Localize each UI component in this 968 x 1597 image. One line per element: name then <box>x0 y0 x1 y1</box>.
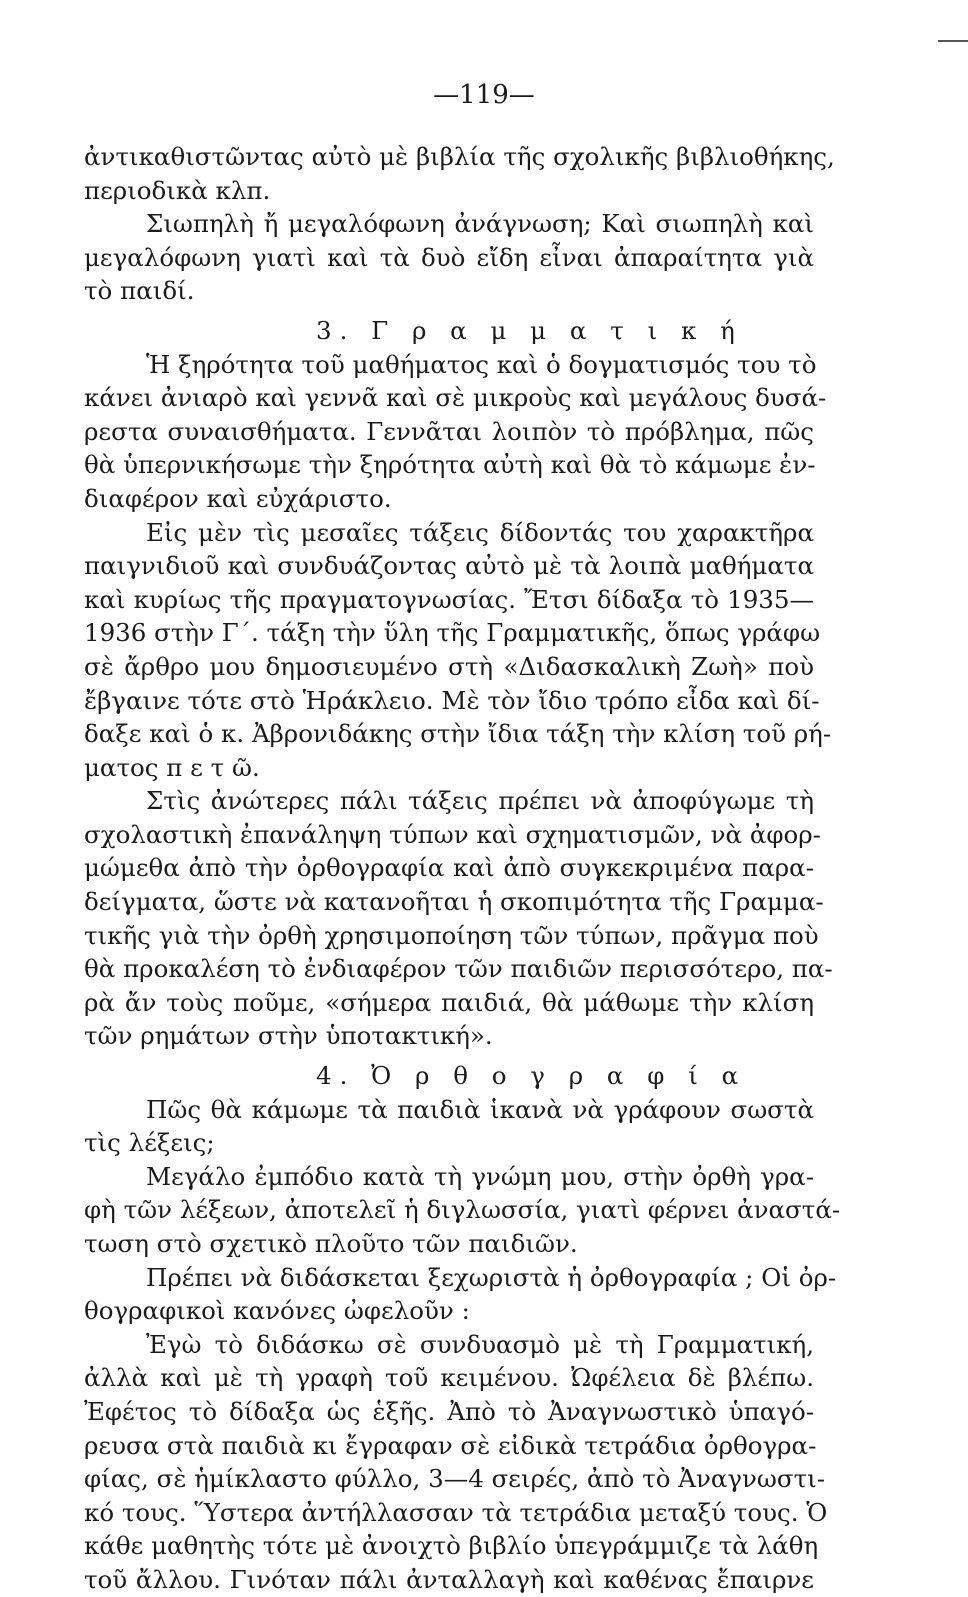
text-line: φίας, σὲ ἡμίκλαστο φύλλο, 3—4 σειρές, ἀπὸ τὸ Ἀναγνωστι- <box>84 1464 826 1494</box>
text-line: Μεγάλο ἐμπόδιο κατὰ τὴ γνώμη μου, στὴν ὀρθὴ γρα- <box>146 1161 814 1191</box>
text-line: θὰ προκαλέση τὸ ἐνδιαφέρον τῶν παιδιῶν περισσότερο, πα- <box>84 954 833 984</box>
text-line: θὰ ὑπερνικήσωμε τὴν ξηρότητα αὐτὴ καὶ θὰ τὸ κάμωμε ἐν- <box>84 450 816 480</box>
text-line: 1936 στὴν Γ΄. τάξη τὴν ὕλη τῆς Γραμματικῆς, ὅπως γράφω <box>84 618 821 648</box>
text-line: δαξε καὶ ὁ κ. Ἀβρονιδάκης στὴν ἴδια τάξη τὴν κλίση τοῦ ρή- <box>84 719 832 749</box>
text-line: μώμεθα ἀπὸ τὴν ὀρθογραφία καὶ ἀπὸ συγκεκριμένα παρα- <box>84 853 814 883</box>
text-line: Πρέπει νὰ διδάσκεται ξεχωριστὰ ἡ ὀρθογραφία ; Οἱ ὀρ- <box>146 1262 837 1292</box>
text-line: κό τους. Ὕστερα ἀντήλλασσαν τὰ τετράδια μεταξύ τους. Ὁ <box>84 1497 828 1527</box>
text-line: τῶν ρημάτων στὴν ὑποτακτική». <box>84 1021 493 1051</box>
page-number: —119— <box>433 80 535 110</box>
text-line: Ἐγὼ τὸ διδάσκω σὲ συνδυασμὸ μὲ τὴ Γραμματική, <box>146 1329 814 1359</box>
text-line: διαφέρον καὶ εὐχάριστο. <box>84 483 392 513</box>
text-line: περιοδικὰ κλπ. <box>84 175 271 205</box>
text-line: ρὰ ἄν τοὺς ποῦμε, «σήμερα παιδιά, θὰ μάθωμε τὴν κλίση <box>84 987 814 1017</box>
text-line: δείγματα, ὥστε νὰ κατανοῆται ἡ σκοπιμότητα τῆς Γραμμα- <box>84 887 824 917</box>
text-line: παιγνιδιοῦ καὶ συνδυάζοντας αὐτὸ μὲ τὰ λοιπὰ μαθήματα <box>84 551 814 581</box>
text-line: καὶ κυρίως τῆς πραγματογνωσίας. Ἔτσι δίδαξα τὸ 1935— <box>84 584 814 614</box>
text-line: ρευσα στὰ παιδιὰ κι ἔγραφαν σὲ εἰδικὰ τετράδια ὀρθογρα- <box>84 1430 817 1460</box>
section-heading-grammar: 3. Γ ρ α μ μ α τ ι κ ή <box>316 315 743 345</box>
text-line: ἔβγαινε τότε στὸ Ἡράκλειο. Μὲ τὸν ἴδιο τρόπο εἶδα καὶ δί- <box>84 685 820 715</box>
text-line: τικῆς γιὰ τὴν ὀρθὴ χρησιμοποίηση τῶν τύπων, πρᾶγμα ποὺ <box>84 920 819 950</box>
text-line: Εἰς μὲν τὶς μεσαῖες τάξεις δίδοντάς του χαρακτῆρα <box>146 517 814 547</box>
text-line: Ἡ ξηρότητα τοῦ μαθήματος καὶ ὁ δογματισμός του τὸ <box>146 349 817 379</box>
text-line: ἀλλὰ καὶ μὲ τὴ γραφὴ τοῦ κειμένου. Ὠφέλεια δὲ βλέπω. <box>84 1363 814 1393</box>
section-heading-orthography: 4. Ὀ ρ θ ο γ ρ α φ ί α <box>316 1061 747 1091</box>
text-line: θογραφικοὶ κανόνες ὠφελοῦν : <box>84 1296 470 1326</box>
page-edge-mark <box>938 40 968 42</box>
text-line: Στὶς ἀνώτερες πάλι τάξεις πρέπει νὰ ἀποφύγωμε τὴ <box>146 786 814 816</box>
text-line: μεγαλόφωνη γιατὶ καὶ τὰ δυὸ εἴδη εἶναι ἀπαραίτητα γιὰ <box>84 242 814 272</box>
text-line: τοῦ ἄλλου. Γινόταν πάλι ἀνταλλαγὴ καὶ καθένας ἔπαιρνε <box>84 1564 814 1594</box>
text-line: Σιωπηλὴ ἤ μεγαλόφωνη ἀνάγνωση; Καὶ σιωπηλὴ καὶ <box>146 209 814 239</box>
text-line: ρεστα συναισθήματα. Γεννᾶται λοιπὸν τὸ πρόβλημα, πῶς <box>84 416 814 446</box>
text-line: Ἐφέτος τὸ δίδαξα ὡς ἑξῆς. Ἀπὸ τὸ Ἀναγνωστικὸ ὑπαγό- <box>84 1396 814 1426</box>
text-line: ματος π ε τ ῶ. <box>84 752 260 782</box>
text-line: κάνει ἀνιαρὸ καὶ γεννᾶ καὶ σὲ μικροὺς καὶ μεγάλους δυσά- <box>84 383 827 413</box>
text-line: τὸ παιδί. <box>84 276 195 306</box>
text-line: ἀντικαθιστῶντας αὐτὸ μὲ βιβλία τῆς σχολικῆς βιβλιοθήκης, <box>84 142 835 171</box>
text-line: σχολαστικὴ ἐπανάληψη τύπων καὶ σχηματισμῶν, νὰ ἀφορ- <box>84 819 821 849</box>
text-line: τωση στὸ σχετικὸ πλοῦτο τῶν παιδιῶν. <box>84 1229 578 1258</box>
text-line: Πῶς θὰ κάμωμε τὰ παιδιὰ ἱκανὰ νὰ γράφουν σωστὰ <box>146 1094 814 1124</box>
text-line: τὶς λέξεις; <box>84 1128 215 1158</box>
body-text <box>84 140 841 1597</box>
text-line: σὲ ἄρθρο μου δημοσιευμένο στὴ «Διδασκαλικὴ Ζωὴ» ποὺ <box>84 651 814 681</box>
text-line: φὴ τῶν λέξεων, ἀποτελεῖ ἡ διγλωσσία, γιατὶ φέρνει ἀναστά- <box>84 1195 841 1225</box>
text-line: κάθε μαθητὴς τότε μὲ ἀνοιχτὸ βιβλίο ὑπεγράμμιζε τὰ λάθη <box>84 1531 819 1561</box>
